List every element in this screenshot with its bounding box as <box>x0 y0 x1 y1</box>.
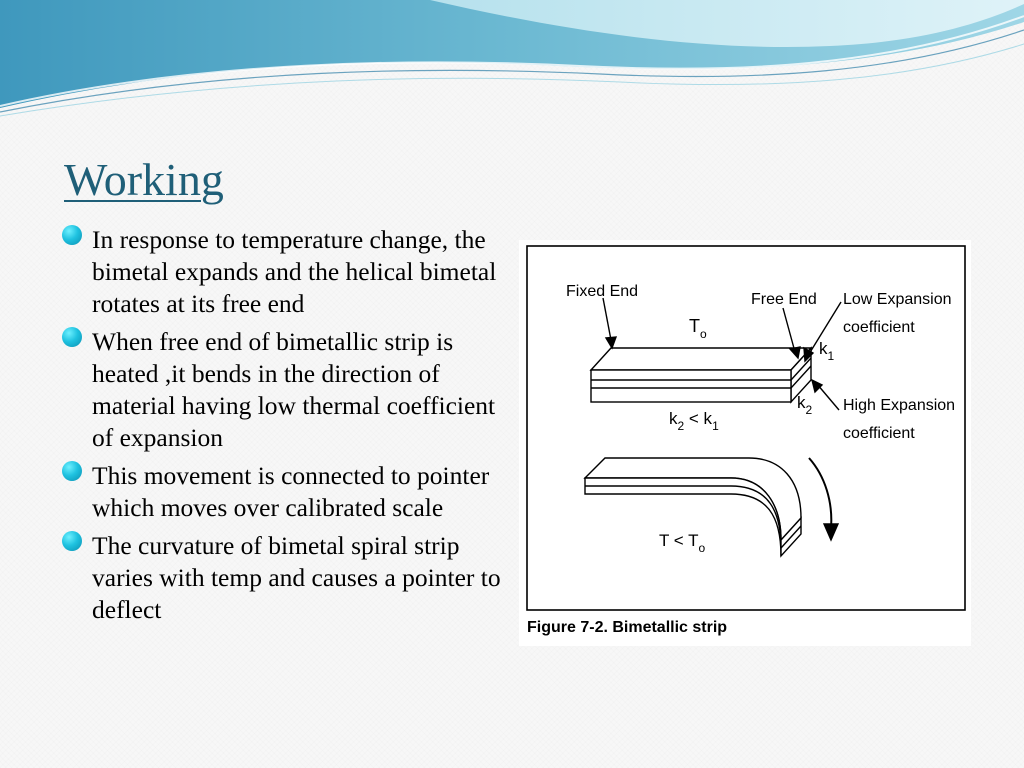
bimetallic-strip-figure <box>519 240 971 646</box>
label-low-expansion-1: Low Expansion <box>843 291 952 308</box>
bullet-list <box>62 224 502 632</box>
label-t-relation: $T < T_o$ <box>659 531 706 555</box>
label-high-expansion-2: coefficient <box>843 425 915 442</box>
label-fixed-end: Fixed End <box>566 283 639 300</box>
label-k2: $k_2$ <box>797 393 813 417</box>
bullet-item <box>62 460 502 524</box>
label-k1: $k_1$ <box>819 339 835 363</box>
bullet-text: In response to temperature change, the bimetal expands and the helical bimetal rotates at its free end <box>92 225 497 318</box>
bullet-text: The curvature of bimetal spiral strip varies with temp and causes a pointer to deflect <box>92 531 501 624</box>
bullet-dot-icon <box>62 461 82 481</box>
figure-caption: Figure 7-2. Bimetallic strip <box>527 619 728 636</box>
bullet-item <box>62 530 502 626</box>
bullet-item <box>62 224 502 320</box>
label-free-end: Free End <box>751 291 817 308</box>
bullet-text: This movement is connected to pointer which moves over calibrated scale <box>92 461 490 522</box>
bimetallic-strip-diagram <box>519 240 971 646</box>
label-k-relation: $k_2 < k_1$ <box>669 409 719 433</box>
header-wave-decoration <box>0 0 1024 120</box>
bullet-item <box>62 326 502 454</box>
bullet-dot-icon <box>62 327 82 347</box>
bullet-dot-icon <box>62 531 82 551</box>
label-low-expansion-2: coefficient <box>843 319 915 336</box>
straight-strip <box>591 348 811 402</box>
label-t0: $T_o$ <box>689 316 707 341</box>
slide-title: Working <box>64 154 224 205</box>
label-high-expansion-1: High Expansion <box>843 397 956 414</box>
bullet-text: When free end of bimetallic strip is heated ,it bends in the direction of material having low thermal coefficient of expansion <box>92 327 496 452</box>
bullet-dot-icon <box>62 225 82 245</box>
